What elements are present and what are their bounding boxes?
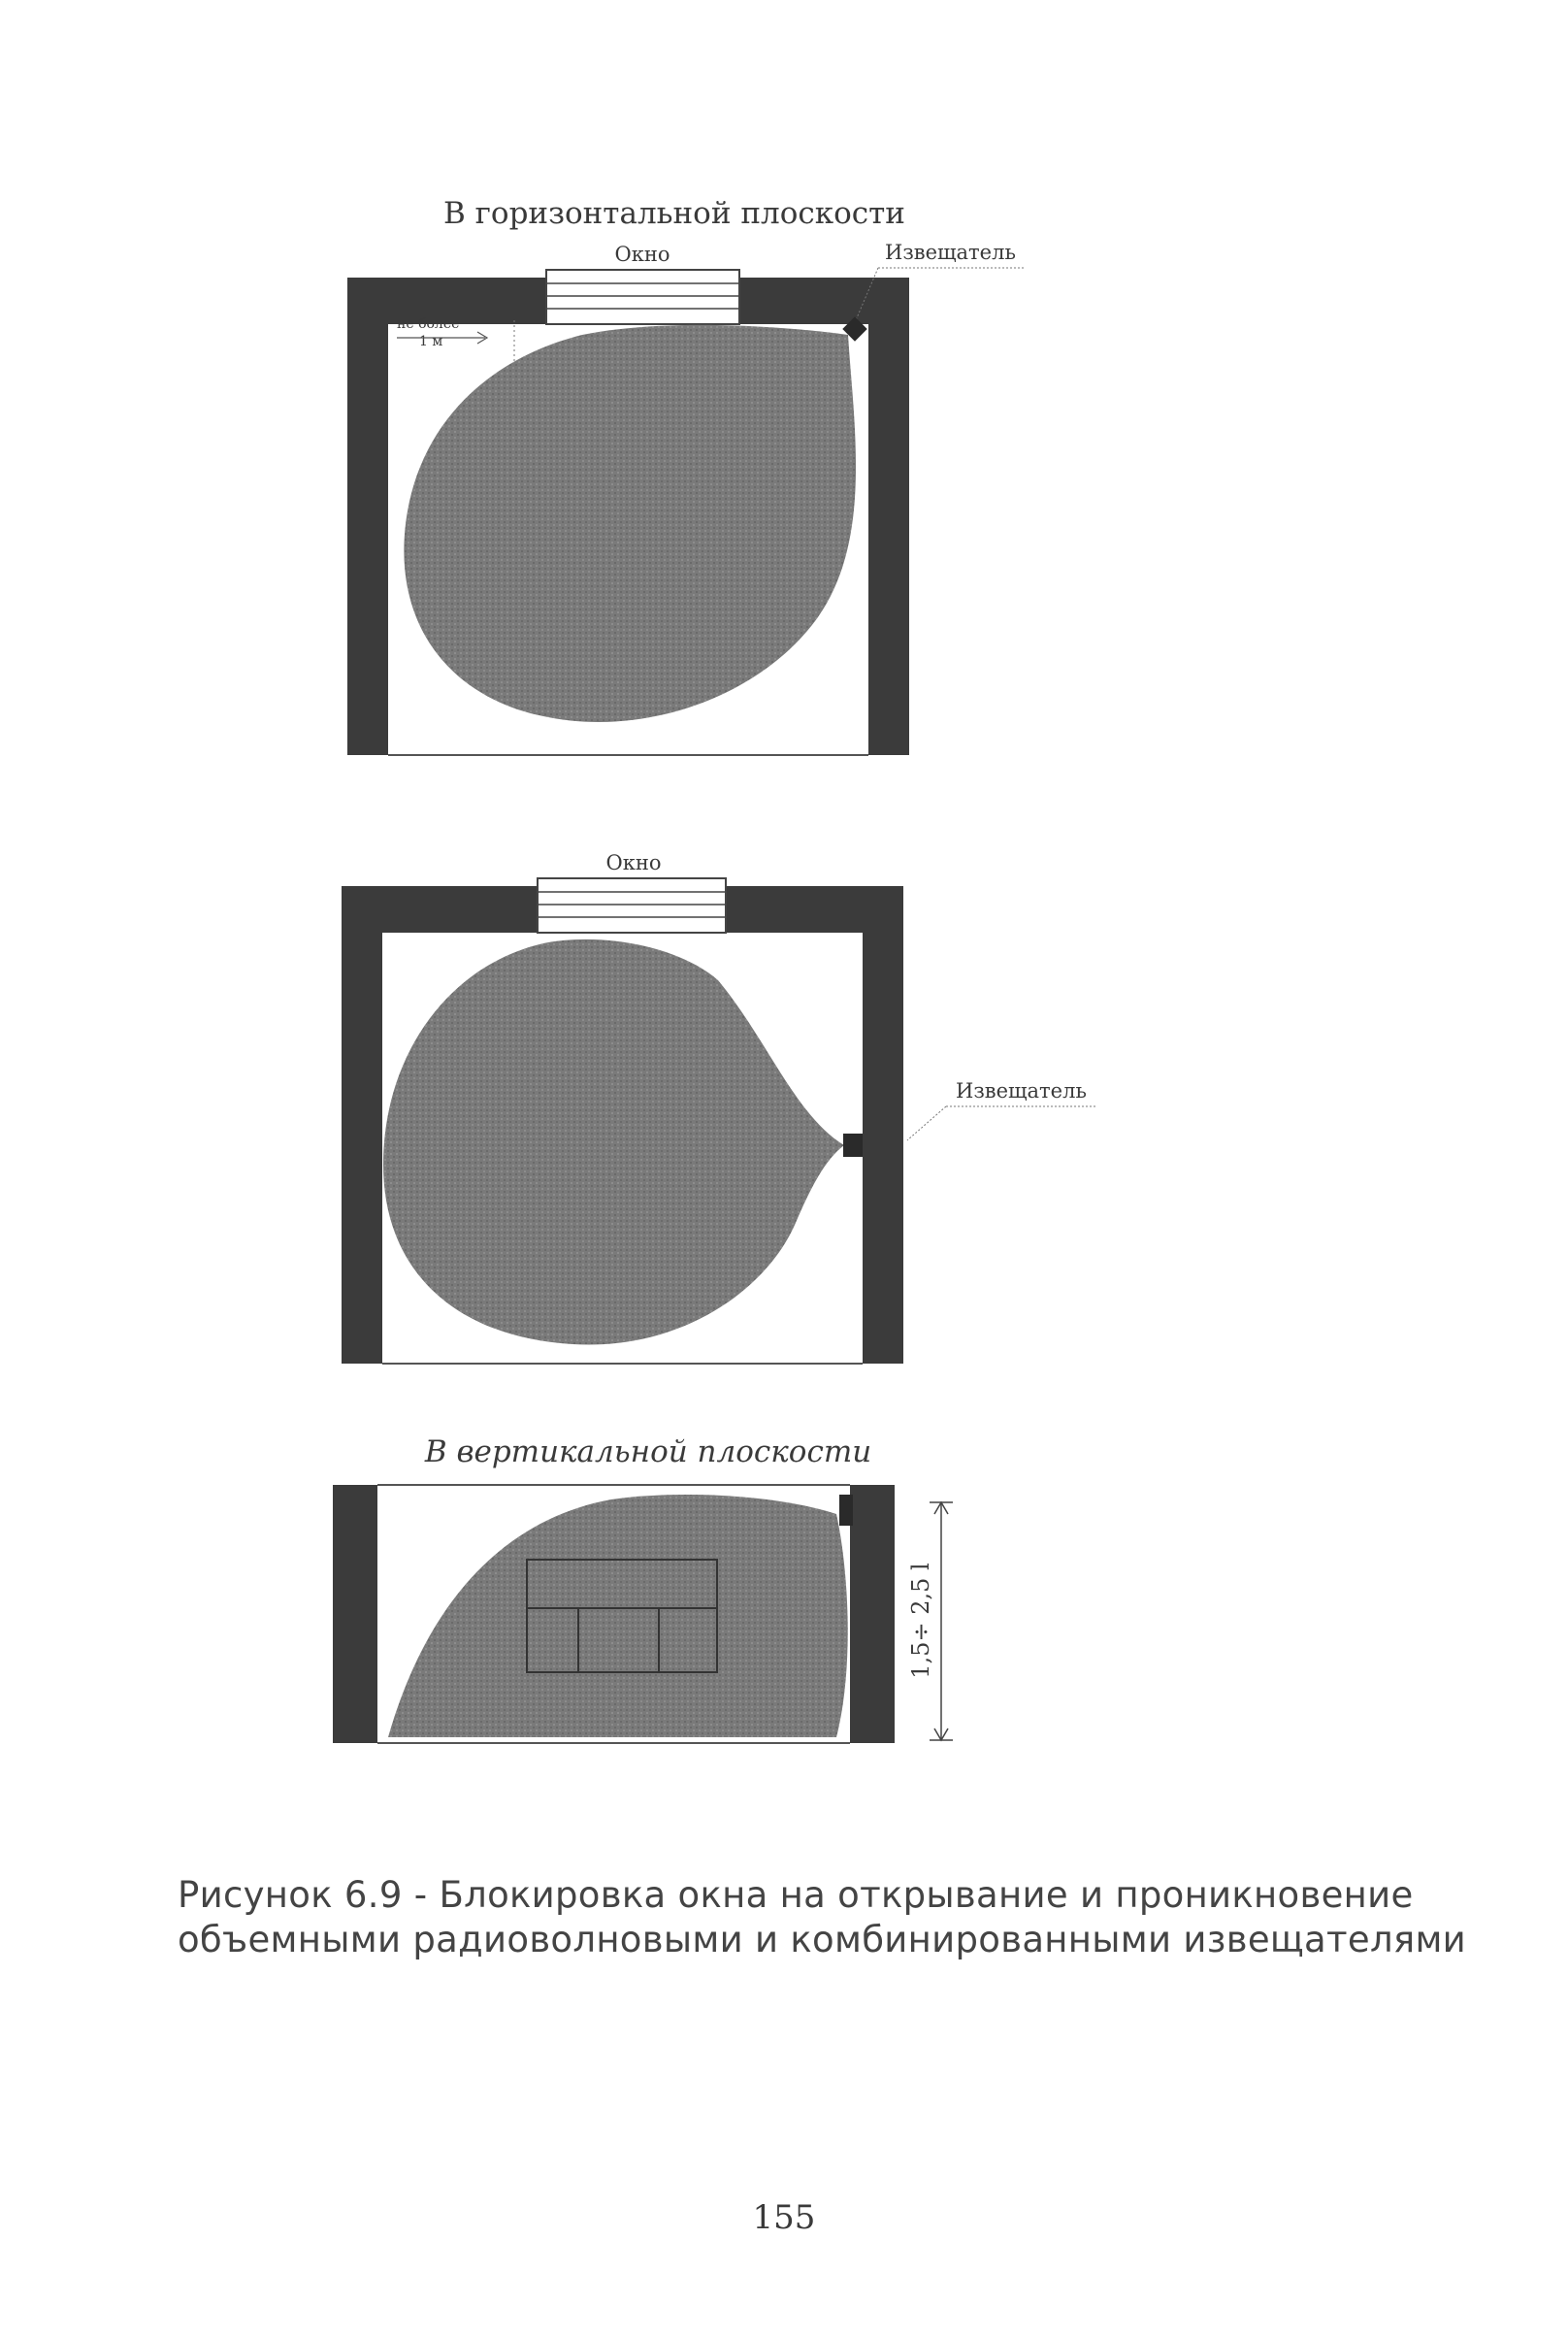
window-b [538,878,726,933]
detection-zone-c [388,1495,848,1737]
window-label-a: Окно [614,243,670,266]
detector-label-a: Извещатель [885,241,1016,264]
detector-c [839,1495,853,1526]
wall-left-b [342,886,382,1364]
distance-note-line2: 1 м [419,334,443,349]
heading-vertical: В вертикальной плоскости [424,1434,872,1469]
detector-label-b: Извещатель [956,1079,1087,1103]
window-label-b: Окно [605,851,662,874]
wall-left [347,278,388,755]
wall-right-c [850,1485,895,1743]
caption-line-1: Рисунок 6.9 - Блокировка окна на открывание и проникновение [178,1874,1414,1916]
page-number: 155 [752,2198,816,2237]
detection-zone-b [383,939,844,1345]
heading-horizontal: В горизонтальной плоскости [443,196,905,231]
distance-note-line1: не более [397,316,460,332]
detection-zone-a [404,325,856,722]
wall-left-c [333,1485,377,1743]
figure-vertical [333,1434,953,1743]
wall-right [868,278,909,755]
height-label: 1,5÷ 2,5 l [907,1563,934,1679]
wall-right-b [863,886,903,1364]
figure-horizontal-corner [347,196,1024,755]
caption-line-2: объемными радиоволновыми и комбинированными извещателями [178,1919,1467,1960]
detector-b [843,1134,863,1157]
figure-caption [178,1873,1467,1962]
figure-horizontal-side [342,851,1096,1364]
window-a [546,270,739,324]
